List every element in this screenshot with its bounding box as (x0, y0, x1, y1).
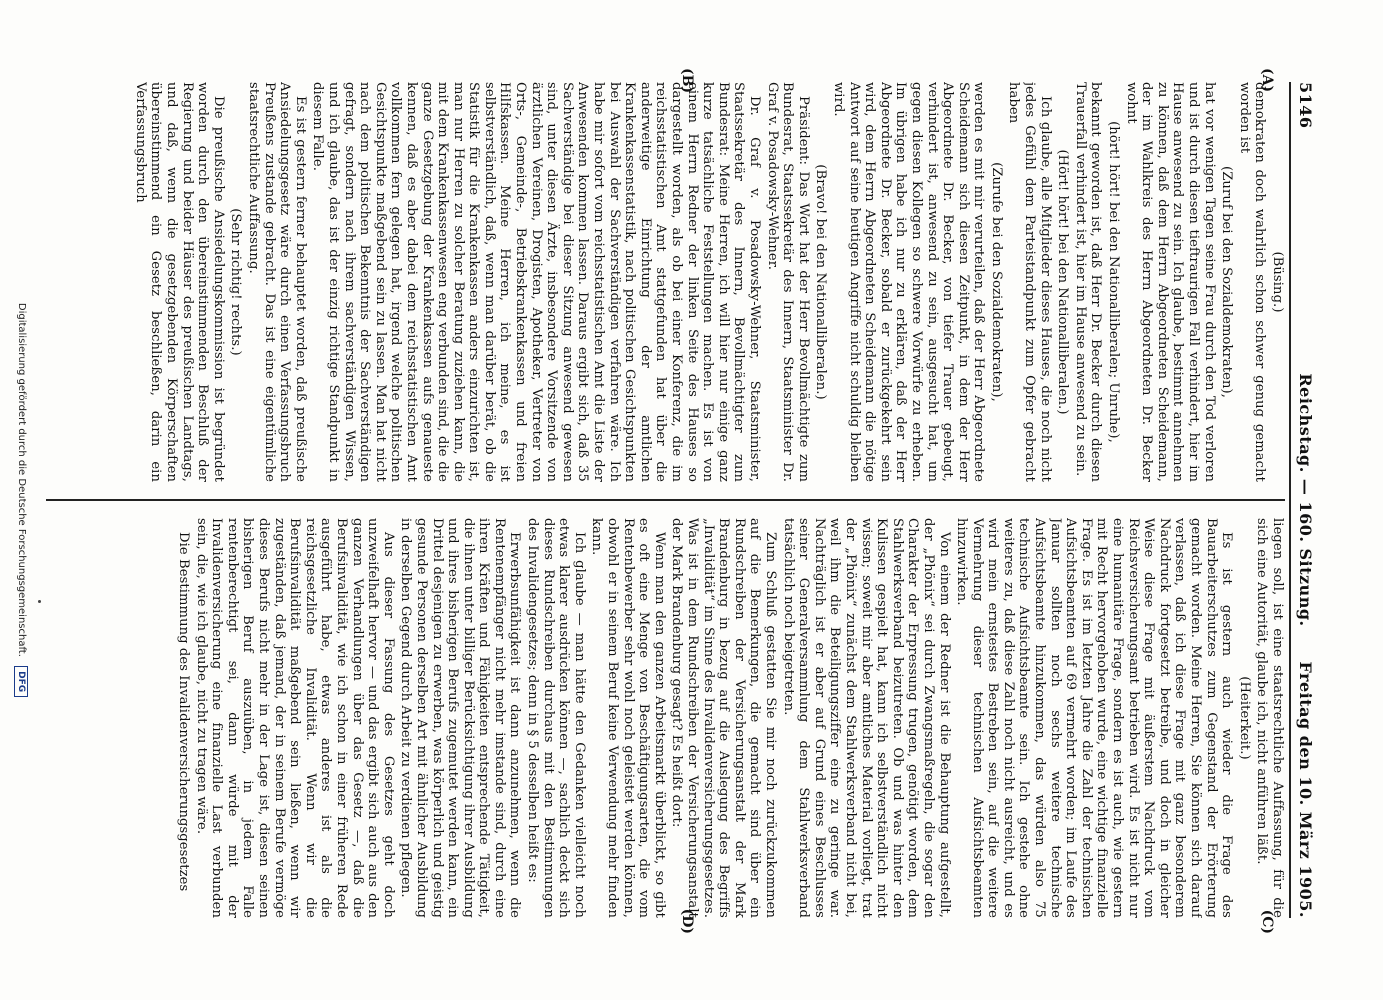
interjection: (Bravo! bei den Nationalliberalen.) (813, 164, 829, 400)
paragraph: bekannt geworden ist, daß Herr Dr. Becker durch diesen Trauerfall verhindert ist, hier im Hause anwesend zu sein. (1072, 82, 1104, 482)
paragraph: hat vor wenigen Tagen seine Frau durch den Tod verloren und ist durch diesen tieftraurigen Fall verhindert, hier im Hause anwesend zu sein. Ich glaube, bestimmt annehmen zu können, daß dem Herrn Abgeordneten Scheidemann, der im Wahlkreis des Herrn Abgeordneten Dr. Becker wohnt (1123, 82, 1217, 482)
quotation: Wenn man den ganzen Arbeitsmarkt überblickt, so gibt es oft eine Menge von Beschäftigungsarten, die vom Rentenbewerber sehr wohl noch geleistet werden können, obwohl er in seinem Beruf keine Verwendung mehr finden kann. (589, 518, 667, 918)
paragraph: Zum Schluß gestatten Sie mir noch zurückzukommen auf die Bemerkungen, die gemacht sind über ein Rundschreiben der Versicherungsanstalt der Mark Brandenburg in bezug auf die Auslegung des Begriffs „Invalidität“ im Sinne des Invalidenversicherungsgesetzes. Was ist in dem Rundschreiben der Versicherungsanstalt der Mark Brandenburg gesagt? Es heißt dort: (669, 518, 778, 918)
paragraph: Es ist gestern auch wieder die Frage des Bauarbeiterschutzes zum Gegenstand der Erörterung gemacht worden. Meine Herren, Sie können sich darauf verlassen, daß ich diese Frage mit ganz besonderem Nachdruck fortgesetzt betreibe, und doch in gleicher Weise diese Frage mit äußerstem Nachdruck vom Reichsversicherungsamt betrieben wird. Es ist nicht nur eine humanitäre Frage, sondern es ist auch, wie gestern mit Recht hervorgehoben wurde, eine wichtige finanzielle Frage. Es ist im letzten Jahre die Zahl der technischen Aufsichtsbeamten auf 69 vermehrt worden; im Laufe des Januar sollten noch sechs weitere technische Aufsichtsbeamte hinzukommen, das würden also 75 technische Aufsichtsbeamte sein. Ich gestehe ohne weiteres zu, daß diese Zahl noch nicht ausreicht, und es wird mein ernstestes Bestreben sein, auf die weitere Vermehrung dieser technischen Aufsichtsbeamten hinzuwirken. (954, 518, 1235, 918)
margin-marker-d: (D) (679, 908, 695, 934)
interjection: (hört! hört! bei den Nationalliberalen; Unruhe), (1106, 121, 1122, 443)
interjection: (Zuruf bei den Sozialdemokraten), (1219, 166, 1235, 398)
paragraph: Es ist gestern ferner behauptet worden, daß preußische Ansiedelungsgesetz wäre durch einen Verfassungsbruch Preußens zustande gebracht. Das ist eine eigentümliche staatsrechtliche Auffassung. (246, 82, 308, 482)
credit-text: Digitalisierung gefördert durch die Deutsche Forschungsgemeinschaft. (16, 302, 27, 657)
session-date: Freitag den 10. März 1905. (1296, 661, 1315, 918)
speaker-name: (Büsing.) (1270, 251, 1285, 313)
president-announcement: Präsident: Das Wort hat der Herr Bevollmächtigte zum Bundesrat, Staatssekretär des Innern, Staatsminister Dr. Graf v. Posadowsky-Wehner. (764, 82, 811, 482)
interjection: (Heiterkeit.) (1236, 676, 1252, 760)
margin-marker-a: (A) (1259, 68, 1275, 93)
paragraph: werden es mit mir verurteilen, daß der Herr Abgeordnete Scheidemann sich diesen Zeitpunkt, in dem der Herr Abgeordnete Dr. Becker, von tiefer Trauer gebeugt, verhindert ist, anwesend zu sein, ausgesucht hat, um gegen diesen Kollegen so schwere Vorwürfe zu erheben. Im übrigen habe ich nur zu erklären, daß der Herr Abgeordnete Dr. Becker, sobald er zurückgekehrt sein wird, dem Herrn Abgeordneten Scheidemann die nötige Antwort auf seine heutigen Angriffe nicht schuldig bleiben wird. (830, 82, 987, 482)
margin-marker-b: (B) (679, 68, 695, 94)
left-column (46, 82, 1285, 482)
page-header (1289, 82, 1315, 918)
scan-speck (38, 600, 41, 603)
interjection: (Hört! hört! bei den Nationalliberalen.) (1055, 149, 1071, 415)
paragraph: Ich glaube — man hätte den Gedanken vielleicht noch etwas klarer ausdrücken können —, sachlich deckt sich dieses Rundschreiben durchaus mit den Bestimmungen des Invalidengesetzes; denn in § 5 desselben heißt es: (525, 518, 587, 918)
paragraph: Dr. Graf v. Posadowsky-Wehner, Staatsminister, Staatssekretär des Innern, Bevollmächtigter zum Bundesrat: Meine Herren, ich will hier nur einige ganz kurze tatsächliche Feststellungen machen. Es ist von einem Herrn Redner der linken Seite des Hauses so dargestellt worden, als ob bei einer Konferenz, die im reichsstatistischen Amt stattgefunden hat über die anderweitige Einrichtung der amtlichen Krankenkassenstatistik, nach politischen Gesichtspunkten bei Auswahl der Sachverständigen verfahren wäre. Ich habe mir sofort vom reichsstatistischen Amt die Liste der Anwesenden kommen lassen. Daraus ergibt sich, daß 35 Sachverständige bei dieser Sitzung anwesend gewesen sind, unter diesen Ärzte, insbesondere Vorsitzende von ärztlichen Vereinen, Drogisten, Apotheker, Vertreter von Orts-, Gemeinde-, Betriebskrankenkassen und freien Hilfskassen. Meine Herren, ich meine, es ist selbstverständlich, daß, wenn man darüber berät, ob die Statistik für die Krankenkassen anders einzurichten ist, man nur Herren zu solcher Beratung zuziehen kann, die mit dem Krankenkassenwesen eng verbunden sind, die die ganze Gesetzgebung der Krankenkassen aufs genaueste kennen, daß es aber dabei dem reichsstatistischen Amt vollkommen fern gelegen hat, irgend welche politischen Gesichtspunkte maßgebend sein zu lassen. Man hat nicht nach dem politischen Bekenntnis der Sachverständigen gefragt, sondern nach ihrem sachverständigen Wissen, und ich glaube, das ist der einzig richtige Standpunkt in diesem Falle. (310, 82, 762, 482)
paragraph: Aus dieser Fassung des Gesetzes geht doch unzweifelhaft hervor — und das ergibt sich auch aus den ganzen Verhandlungen über das Gesetz —, daß die Berufsinvalidität, wie ich schon in einer früheren Rede ausgeführt habe, etwas anderes ist als die reichsgesetzliche Invalidität. Wenn wir die Berufsinvalidität maßgebend sein ließen, wenn wir zugeständen, daß jemand, der in seinem Berufe vermöge dieses Berufs nicht mehr in der Lage ist, diesen seinen bisherigen Beruf auszuüben, in jedem Falle rentenberechtigt sei, dann würde mit der Invalidenversicherung eine finanzielle Last verbunden sein, die, wie ich glaube, nicht zu tragen wäre. (193, 518, 396, 918)
digitization-credit (8, 0, 28, 1000)
page-title: Reichstag. — 160. Sitzung. (1296, 373, 1315, 627)
paragraph: liegen soll, ist eine staatsrechtliche Auffassung, für die sich eine Autorität, glaube ich, nicht anführen läßt. (1254, 518, 1285, 918)
right-column (46, 518, 1285, 918)
text-columns (46, 82, 1285, 918)
quotation: Erwerbsunfähigkeit ist dann anzunehmen, wenn die Rentenempfänger nicht mehr imstande sind, durch eine ihren Kräften und Fähigkeiten entsprechende Tätigkeit, die ihnen unter billiger Berücksichtigung ihrer Ausbildung und ihres bisherigen Berufs zugemutet werden kann, ein Drittel desjenigen zu erwerben, was körperlich und geistig gesunde Personen derselben Art mit ähnlicher Ausbildung in derselben Gegend durch Arbeit zu verdienen pflegen. (398, 518, 523, 918)
paragraph: Die preußische Ansiedelungskommission ist begründet worden durch den übereinstimmenden Beschluß der Regierung und beider Häuser des preußischen Landtags, und daß, wenn die gesetzgebenden Körperschaften übereinstimmend ein Gesetz beschließen, darin ein Verfassungsbruch (132, 82, 226, 482)
interjection: (Sehr richtig! rechts.) (228, 208, 244, 356)
page-number: 5146 (1296, 82, 1315, 129)
paragraph: Ich glaube, alle Mitglieder dieses Hauses, die noch nicht jedes Gefühl dem Parteistandpunkt zum Opfer gebracht haben (1006, 82, 1053, 482)
margin-marker-c: (C) (1259, 909, 1275, 934)
paragraph: demokraten doch wahrlich schon schwer genug gemacht worden ist (1236, 82, 1268, 482)
paragraph: Von einem der Redner ist die Behauptung aufgestellt, der „Phönix“ sei durch Zwangsmaßregeln, die sogar den Charakter der Erpressung trugen, genötigt worden, dem Stahlwerksverband beizutreten. Ob und was hinter den Kulissen gespielt hat, kann ich selbstverständlich nicht wissen; soweit mir aber amtliches Material vorliegt, trat der „Phönix“ zunächst dem Stahlwerksverband nicht bei, weil ihm die Beteiligungsziffer eine zu geringe war. Nachträglich ist er aber auf Grund eines Beschlusses seiner Generalversammlung dem Stahlwerksverband tatsächlich noch beigetreten. (780, 518, 952, 918)
paragraph: Die Bestimmung des Invalidenversicherungsgesetzes (176, 532, 192, 892)
interjection: (Zurufe bei den Sozialdemokraten), (988, 162, 1004, 402)
dfg-logo: DFG (14, 666, 28, 697)
